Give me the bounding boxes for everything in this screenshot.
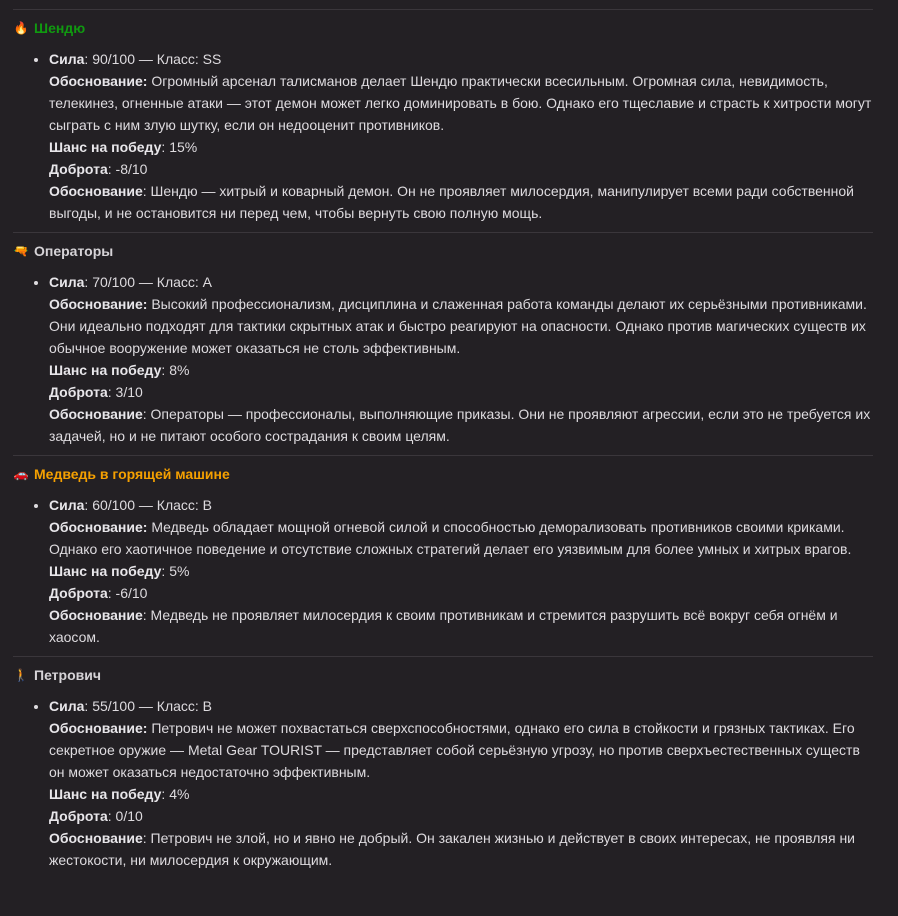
power-label: Сила	[49, 698, 85, 714]
stats-list	[13, 48, 873, 224]
kindness-reason-label: Обоснование	[49, 607, 143, 623]
win-value: 5%	[169, 563, 190, 579]
stats-list	[13, 271, 873, 447]
win-line: Шанс на победу: 5%	[49, 563, 190, 579]
reason-line: Обоснование: Медведь обладает мощной огневой силой и способностью деморализовать противников своими криками. Однако его хаотичное поведение и отсутствие сложных стратегий делает его уязвимым для более умных и хитрых врагов.	[49, 519, 852, 557]
reason-label: Обоснование	[49, 73, 143, 89]
power-line: • Сила: 90/100 — Класс: SS	[49, 51, 222, 67]
reason-label: Обоснование	[49, 519, 143, 535]
car-icon: 🚗	[13, 467, 29, 481]
kindness-reason-label: Обоснование	[49, 183, 143, 199]
kindness-line: Доброта: 0/10	[49, 808, 143, 824]
power-value: 60/100 — Класс: B	[92, 497, 213, 513]
power-line: • Сила: 55/100 — Класс: B	[49, 698, 213, 714]
power-label: Сила	[49, 51, 85, 67]
kindness-label: Доброта	[49, 808, 108, 824]
win-value: 8%	[169, 362, 190, 378]
win-label: Шанс на победу	[49, 139, 162, 155]
power-label: Сила	[49, 274, 85, 290]
kindness-value: -8/10	[115, 161, 148, 177]
reason-line: Обоснование: Огромный арсенал талисманов делает Шендю практически всесильным. Огромная сила, невидимость, телекинез, огненные атаки — этот демон может легко доминировать в бою. Однако его тщеславие и страсть к хитрости могут сыграть с ним злую шутку, если он недооценит противников.	[49, 73, 872, 133]
reason-text: Высокий профессионализм, дисциплина и слаженная работа команды делают их серьёзными противниками. Они идеально подходят для тактики скрытных атак и быстро реагируют на опасности. Однако против магических существ их обычное вооружение может оказаться не столь эффективным.	[49, 296, 867, 356]
win-label: Шанс на победу	[49, 786, 162, 802]
character-title: Операторы	[34, 243, 114, 259]
character-title: Петрович	[34, 667, 101, 683]
kindness-label: Доброта	[49, 161, 108, 177]
character-heading	[13, 663, 873, 687]
kindness-reason-line: Обоснование: Медведь не проявляет милосердия к своим противникам и стремится разрушить всё вокруг себя огнём и хаосом.	[49, 607, 838, 645]
reason-text: Медведь обладает мощной огневой силой и способностью деморализовать противников своими криками. Однако его хаотичное поведение и отсутствие сложных стратегий делает его уязвимым для более умных и хитрых врагов.	[49, 519, 852, 557]
character-section	[13, 9, 873, 224]
character-heading	[13, 239, 873, 263]
character-heading	[13, 16, 873, 40]
power-value: 70/100 — Класс: A	[92, 274, 213, 290]
character-section	[13, 656, 873, 871]
character-title: Шендю	[34, 20, 86, 36]
reason-label: Обоснование	[49, 296, 143, 312]
kindness-line: Доброта: -6/10	[49, 585, 148, 601]
stats-item	[49, 494, 873, 648]
kindness-line: Доброта: 3/10	[49, 384, 143, 400]
walking-person-icon: 🚶	[13, 668, 29, 682]
kindness-value: 3/10	[115, 384, 143, 400]
kindness-reason-label: Обоснование	[49, 406, 143, 422]
kindness-label: Доброта	[49, 384, 108, 400]
kindness-reason-line: Обоснование: Шендю — хитрый и коварный демон. Он не проявляет милосердия, манипулирует всеми ради собственной выгоды, и не остановится ни перед чем, чтобы вернуть свою полную мощь.	[49, 183, 854, 221]
power-value: 55/100 — Класс: B	[92, 698, 213, 714]
win-line: Шанс на победу: 8%	[49, 362, 190, 378]
win-line: Шанс на победу: 15%	[49, 139, 198, 155]
power-line: • Сила: 70/100 — Класс: A	[49, 274, 213, 290]
fire-icon: 🔥	[13, 21, 29, 35]
kindness-reason-line: Обоснование: Петрович не злой, но и явно не добрый. Он закален жизнью и действует в своих интересах, не проявляя ни жестокости, ни милосердия к окружающим.	[49, 830, 855, 868]
stats-item	[49, 695, 873, 871]
kindness-value: -6/10	[115, 585, 148, 601]
power-value: 90/100 — Класс: SS	[92, 51, 222, 67]
kindness-reason-text: Шендю — хитрый и коварный демон. Он не проявляет милосердия, манипулирует всеми ради собственной выгоды, и не остановится ни перед чем, чтобы вернуть свою полную мощь.	[49, 183, 854, 221]
water-gun-icon: 🔫	[13, 244, 29, 258]
character-section	[13, 232, 873, 447]
kindness-reason-line: Обоснование: Операторы — профессионалы, выполняющие приказы. Они не проявляют агрессии, если это не требуется их задачей, но и не питают особого сострадания к своим целям.	[49, 406, 871, 444]
reason-line: Обоснование: Высокий профессионализм, дисциплина и слаженная работа команды делают их серьёзными противниками. Они идеально подходят для тактики скрытных атак и быстро реагируют на опасности. Однако против магических существ их обычное вооружение может оказаться не столь эффективным.	[49, 296, 867, 356]
reason-text: Петрович не может похвастаться сверхспособностями, однако его сила в стойкости и грязных тактиках. Его секретное оружие — Metal Gear TOURIST — представляет собой серьёзную угрозу, но против сверхъестественных существ он может оказаться недостаточно эффективным.	[49, 720, 860, 780]
character-heading	[13, 462, 873, 486]
win-value: 15%	[169, 139, 198, 155]
stats-item	[49, 271, 873, 447]
kindness-line: Доброта: -8/10	[49, 161, 148, 177]
stats-list	[13, 695, 873, 871]
win-label: Шанс на победу	[49, 563, 162, 579]
kindness-reason-text: Петрович не злой, но и явно не добрый. Он закален жизнью и действует в своих интересах, не проявляя ни жестокости, ни милосердия к окружающим.	[49, 830, 855, 868]
power-label: Сила	[49, 497, 85, 513]
character-title: Медведь в горящей машине	[34, 466, 230, 482]
stats-list	[13, 494, 873, 648]
reason-label: Обоснование	[49, 720, 143, 736]
win-label: Шанс на победу	[49, 362, 162, 378]
kindness-label: Доброта	[49, 585, 108, 601]
kindness-reason-text: Операторы — профессионалы, выполняющие приказы. Они не проявляют агрессии, если это не требуется их задачей, но и не питают особого сострадания к своим целям.	[49, 406, 871, 444]
win-value: 4%	[169, 786, 190, 802]
character-section	[13, 455, 873, 648]
power-line: • Сила: 60/100 — Класс: B	[49, 497, 213, 513]
reason-line: Обоснование: Петрович не может похвастаться сверхспособностями, однако его сила в стойкости и грязных тактиках. Его секретное оружие — Metal Gear TOURIST — представляет собой серьёзную угрозу, но против сверхъестественных существ он может оказаться недостаточно эффективным.	[49, 720, 860, 780]
kindness-reason-label: Обоснование	[49, 830, 143, 846]
win-line: Шанс на победу: 4%	[49, 786, 190, 802]
reason-text: Огромный арсенал талисманов делает Шендю практически всесильным. Огромная сила, невидимость, телекинез, огненные атаки — этот демон может легко доминировать в бою. Однако его тщеславие и страсть к хитрости могут сыграть с ним злую шутку, если он недооценит противников.	[49, 73, 872, 133]
kindness-reason-text: Медведь не проявляет милосердия к своим противникам и стремится разрушить всё вокруг себя огнём и хаосом.	[49, 607, 838, 645]
stats-item	[49, 48, 873, 224]
kindness-value: 0/10	[115, 808, 143, 824]
